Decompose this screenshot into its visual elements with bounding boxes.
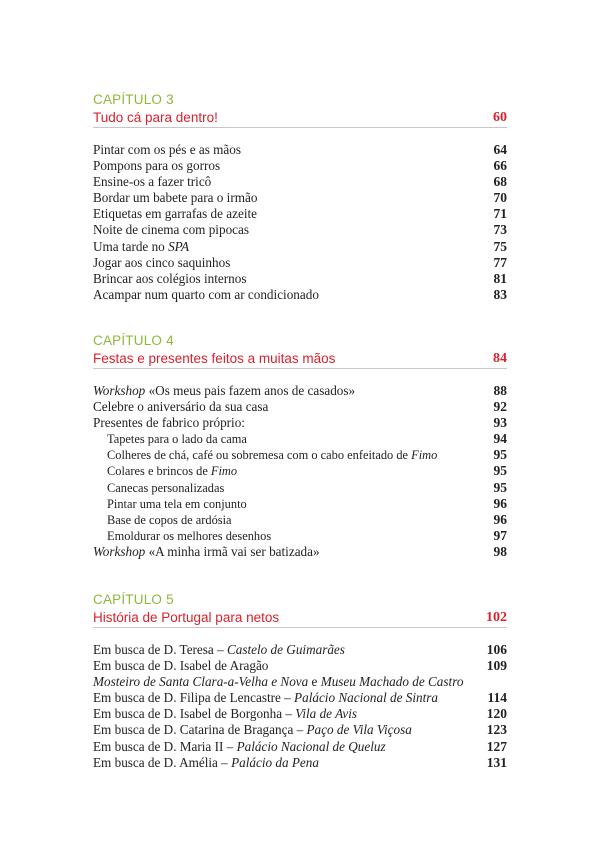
chapter-title: História de Portugal para netos — [93, 610, 280, 625]
toc-entry[interactable] — [93, 239, 507, 255]
entry-page-number: 68 — [493, 174, 507, 190]
entry-title-italic: Fimo — [210, 464, 238, 479]
entry-title-text: Em busca de D. Filipa de Lencastre – — [93, 690, 295, 706]
toc-entry[interactable] — [93, 512, 507, 528]
entry-page-number: 81 — [493, 270, 507, 286]
entry-title-text: Em busca de D. Isabel de Aragão — [93, 658, 269, 674]
entry-title — [93, 174, 211, 190]
entry-title — [107, 480, 224, 496]
chapter-5 — [93, 592, 507, 771]
toc-entry[interactable] — [93, 706, 507, 722]
entry-title-text: Em busca de D. Teresa – — [93, 642, 227, 657]
entry-title-italic: Palácio Nacional de Sintra — [294, 690, 438, 706]
entry-title — [107, 528, 271, 544]
chapter-3 — [93, 92, 507, 303]
toc-entry[interactable] — [93, 496, 507, 512]
toc-entry[interactable] — [93, 755, 507, 771]
entry-page-number: 109 — [486, 658, 507, 674]
entry-title-text: Noite de cinema com pipocas — [93, 222, 249, 238]
entry-page-number: 64 — [493, 142, 507, 157]
entry-page-number: 106 — [486, 642, 507, 657]
entry-page-number: 95 — [493, 463, 507, 479]
entry-page-number: 95 — [493, 479, 507, 495]
entry-page-number: 95 — [493, 447, 507, 463]
entry-title-text: Pompons para os gorros — [93, 158, 221, 174]
entry-title-text: e — [308, 674, 321, 690]
toc-entry[interactable] — [93, 739, 507, 755]
entry-page-number: 88 — [493, 383, 507, 398]
entry-title-text: Base de copos de ardósia — [107, 512, 232, 527]
entry-page-number: 96 — [493, 495, 507, 511]
entry-title-italic: Palácio da Pena — [231, 754, 319, 770]
entry-title — [107, 447, 437, 463]
toc-entry[interactable] — [93, 271, 507, 287]
entry-title-text: Ensine-os a fazer tricô — [93, 174, 212, 190]
entry-title-text: Pintar uma tela em conjunto — [107, 496, 247, 511]
chapter-4 — [93, 333, 507, 560]
toc-entry[interactable] — [93, 528, 507, 544]
entry-title-text: Brincar aos colégios internos — [93, 270, 247, 286]
entry-title-text: Celebre o aniversário da sua casa — [93, 399, 269, 415]
entry-title-text: Em busca de D. Amélia – — [93, 754, 232, 770]
entry-title-italic: SPA — [168, 238, 190, 254]
toc-entry[interactable] — [93, 255, 507, 271]
chapter-title-row[interactable] — [93, 108, 507, 128]
entry-list — [93, 383, 507, 560]
chapter-page-number: 60 — [493, 110, 507, 125]
entry-title — [93, 642, 345, 658]
toc-entry[interactable] — [93, 206, 507, 222]
entry-title-italic: Castelo de Guimarães — [226, 642, 345, 657]
toc-entry[interactable] — [93, 463, 507, 479]
toc-entry[interactable] — [93, 480, 507, 496]
toc-entry[interactable] — [93, 674, 507, 690]
entry-title-text: Em busca de D. Catarina de Bragança – — [93, 722, 307, 738]
entry-page-number: 127 — [486, 738, 507, 754]
entry-title-text: Acampar num quarto com ar condicionado — [93, 286, 319, 302]
toc-entry[interactable] — [93, 415, 507, 431]
entry-title-italic: Vila de Avis — [295, 706, 358, 722]
chapter-label: CAPÍTULO 3 — [93, 92, 174, 107]
entry-page-number: 123 — [486, 722, 507, 738]
entry-page-number: 98 — [493, 543, 507, 559]
entry-title — [93, 383, 355, 399]
entry-title — [107, 512, 232, 528]
chapter-title: Tudo cá para dentro! — [93, 110, 218, 125]
entry-title-text: Pintar com os pés e as mãos — [93, 142, 241, 157]
entry-page-number: 93 — [493, 415, 507, 431]
toc-entry[interactable] — [93, 142, 507, 158]
entry-title — [93, 739, 386, 755]
toc-entry[interactable] — [93, 287, 507, 303]
entry-title-text: Colares e brincos de — [107, 464, 211, 479]
chapter-label: CAPÍTULO 4 — [93, 333, 174, 348]
entry-page-number: 66 — [493, 158, 507, 174]
entry-title-italic: Museu Machado de Castro — [320, 674, 464, 690]
toc-entry[interactable] — [93, 690, 507, 706]
toc-entry[interactable] — [93, 190, 507, 206]
entry-title — [93, 544, 320, 560]
entry-title — [93, 658, 268, 674]
toc-entry[interactable] — [93, 399, 507, 415]
entry-title-text: Tapetes para o lado da cama — [107, 432, 247, 447]
entry-page-number: 96 — [493, 511, 507, 527]
entry-title-text: «A minha irmã vai ser batizada» — [145, 543, 320, 559]
toc-entry[interactable] — [93, 642, 507, 658]
entry-title-text: Uma tarde no — [93, 238, 169, 254]
entry-page-number: 75 — [493, 238, 507, 254]
chapter-title: Festas e presentes feitos a muitas mãos — [93, 351, 336, 366]
entry-title — [93, 239, 189, 255]
entry-page-number: 83 — [493, 286, 507, 302]
toc-entry[interactable] — [93, 544, 507, 560]
entry-title — [93, 287, 319, 303]
entry-title — [93, 190, 257, 206]
entry-title-text: Em busca de D. Isabel de Borgonha – — [93, 706, 296, 722]
entry-title — [93, 158, 220, 174]
entry-title — [107, 463, 237, 479]
entry-title — [93, 674, 463, 690]
entry-page-number: 120 — [486, 706, 507, 722]
entry-title-text: Bordar um babete para o irmão — [93, 190, 258, 206]
entry-title — [93, 271, 246, 287]
entry-title — [107, 496, 247, 512]
entry-title-text: Jogar aos cinco saquinhos — [93, 254, 231, 270]
entry-title — [93, 706, 357, 722]
entry-title-italic: Workshop — [93, 543, 146, 559]
entry-page-number: 77 — [493, 254, 507, 270]
entry-title-italic: Mosteiro de Santa Clara-a-Velha e Nova — [93, 674, 309, 690]
chapter-title-row[interactable] — [93, 349, 507, 369]
entry-title-text: «Os meus pais fazem anos de casados» — [145, 383, 356, 398]
entry-page-number: 70 — [493, 190, 507, 206]
toc-entry[interactable] — [93, 383, 507, 399]
entry-list — [93, 142, 507, 303]
entry-title-text: Emoldurar os melhores desenhos — [107, 528, 272, 543]
entry-title — [93, 206, 257, 222]
entry-title-italic: Palácio Nacional de Queluz — [236, 738, 386, 754]
toc-entry[interactable] — [93, 722, 507, 738]
entry-page-number: 114 — [487, 690, 507, 706]
entry-title — [93, 690, 438, 706]
entry-title — [93, 255, 230, 271]
entry-page-number: 97 — [493, 527, 507, 543]
toc-entry[interactable] — [93, 431, 507, 447]
entry-title — [93, 222, 249, 238]
chapter-title-row[interactable] — [93, 608, 507, 628]
entry-page-number: 73 — [493, 222, 507, 238]
entry-title — [107, 431, 247, 447]
toc-entry[interactable] — [93, 658, 507, 674]
entry-page-number: 92 — [493, 399, 507, 415]
entry-title-text: Presentes de fabrico próprio: — [93, 415, 245, 431]
entry-page-number: 131 — [486, 754, 507, 770]
entry-title — [93, 142, 241, 158]
entry-list — [93, 642, 507, 771]
entry-page-number: 71 — [493, 206, 507, 222]
entry-title-text: Canecas personalizadas — [107, 480, 225, 495]
entry-title — [93, 722, 412, 738]
toc-entry[interactable] — [93, 174, 507, 190]
entry-title — [93, 415, 245, 431]
chapter-label: CAPÍTULO 5 — [93, 592, 174, 607]
entry-title-italic: Fimo — [411, 448, 438, 463]
entry-title-text: Colheres de chá, café ou sobremesa com o cabo enfeitado de — [107, 448, 412, 463]
toc-entry[interactable] — [93, 158, 507, 174]
entry-title-italic: Workshop — [93, 383, 146, 398]
entry-title-italic: Paço de Vila Viçosa — [306, 722, 412, 738]
toc-entry[interactable] — [93, 222, 507, 238]
chapter-page-number: 84 — [493, 351, 507, 366]
entry-title-text: Em busca de D. Maria II – — [93, 738, 237, 754]
chapter-page-number: 102 — [486, 610, 507, 625]
entry-title — [93, 755, 319, 771]
toc-entry[interactable] — [93, 447, 507, 463]
entry-title — [93, 399, 268, 415]
entry-title-text: Etiquetas em garrafas de azeite — [93, 206, 258, 222]
entry-page-number: 94 — [493, 431, 507, 447]
